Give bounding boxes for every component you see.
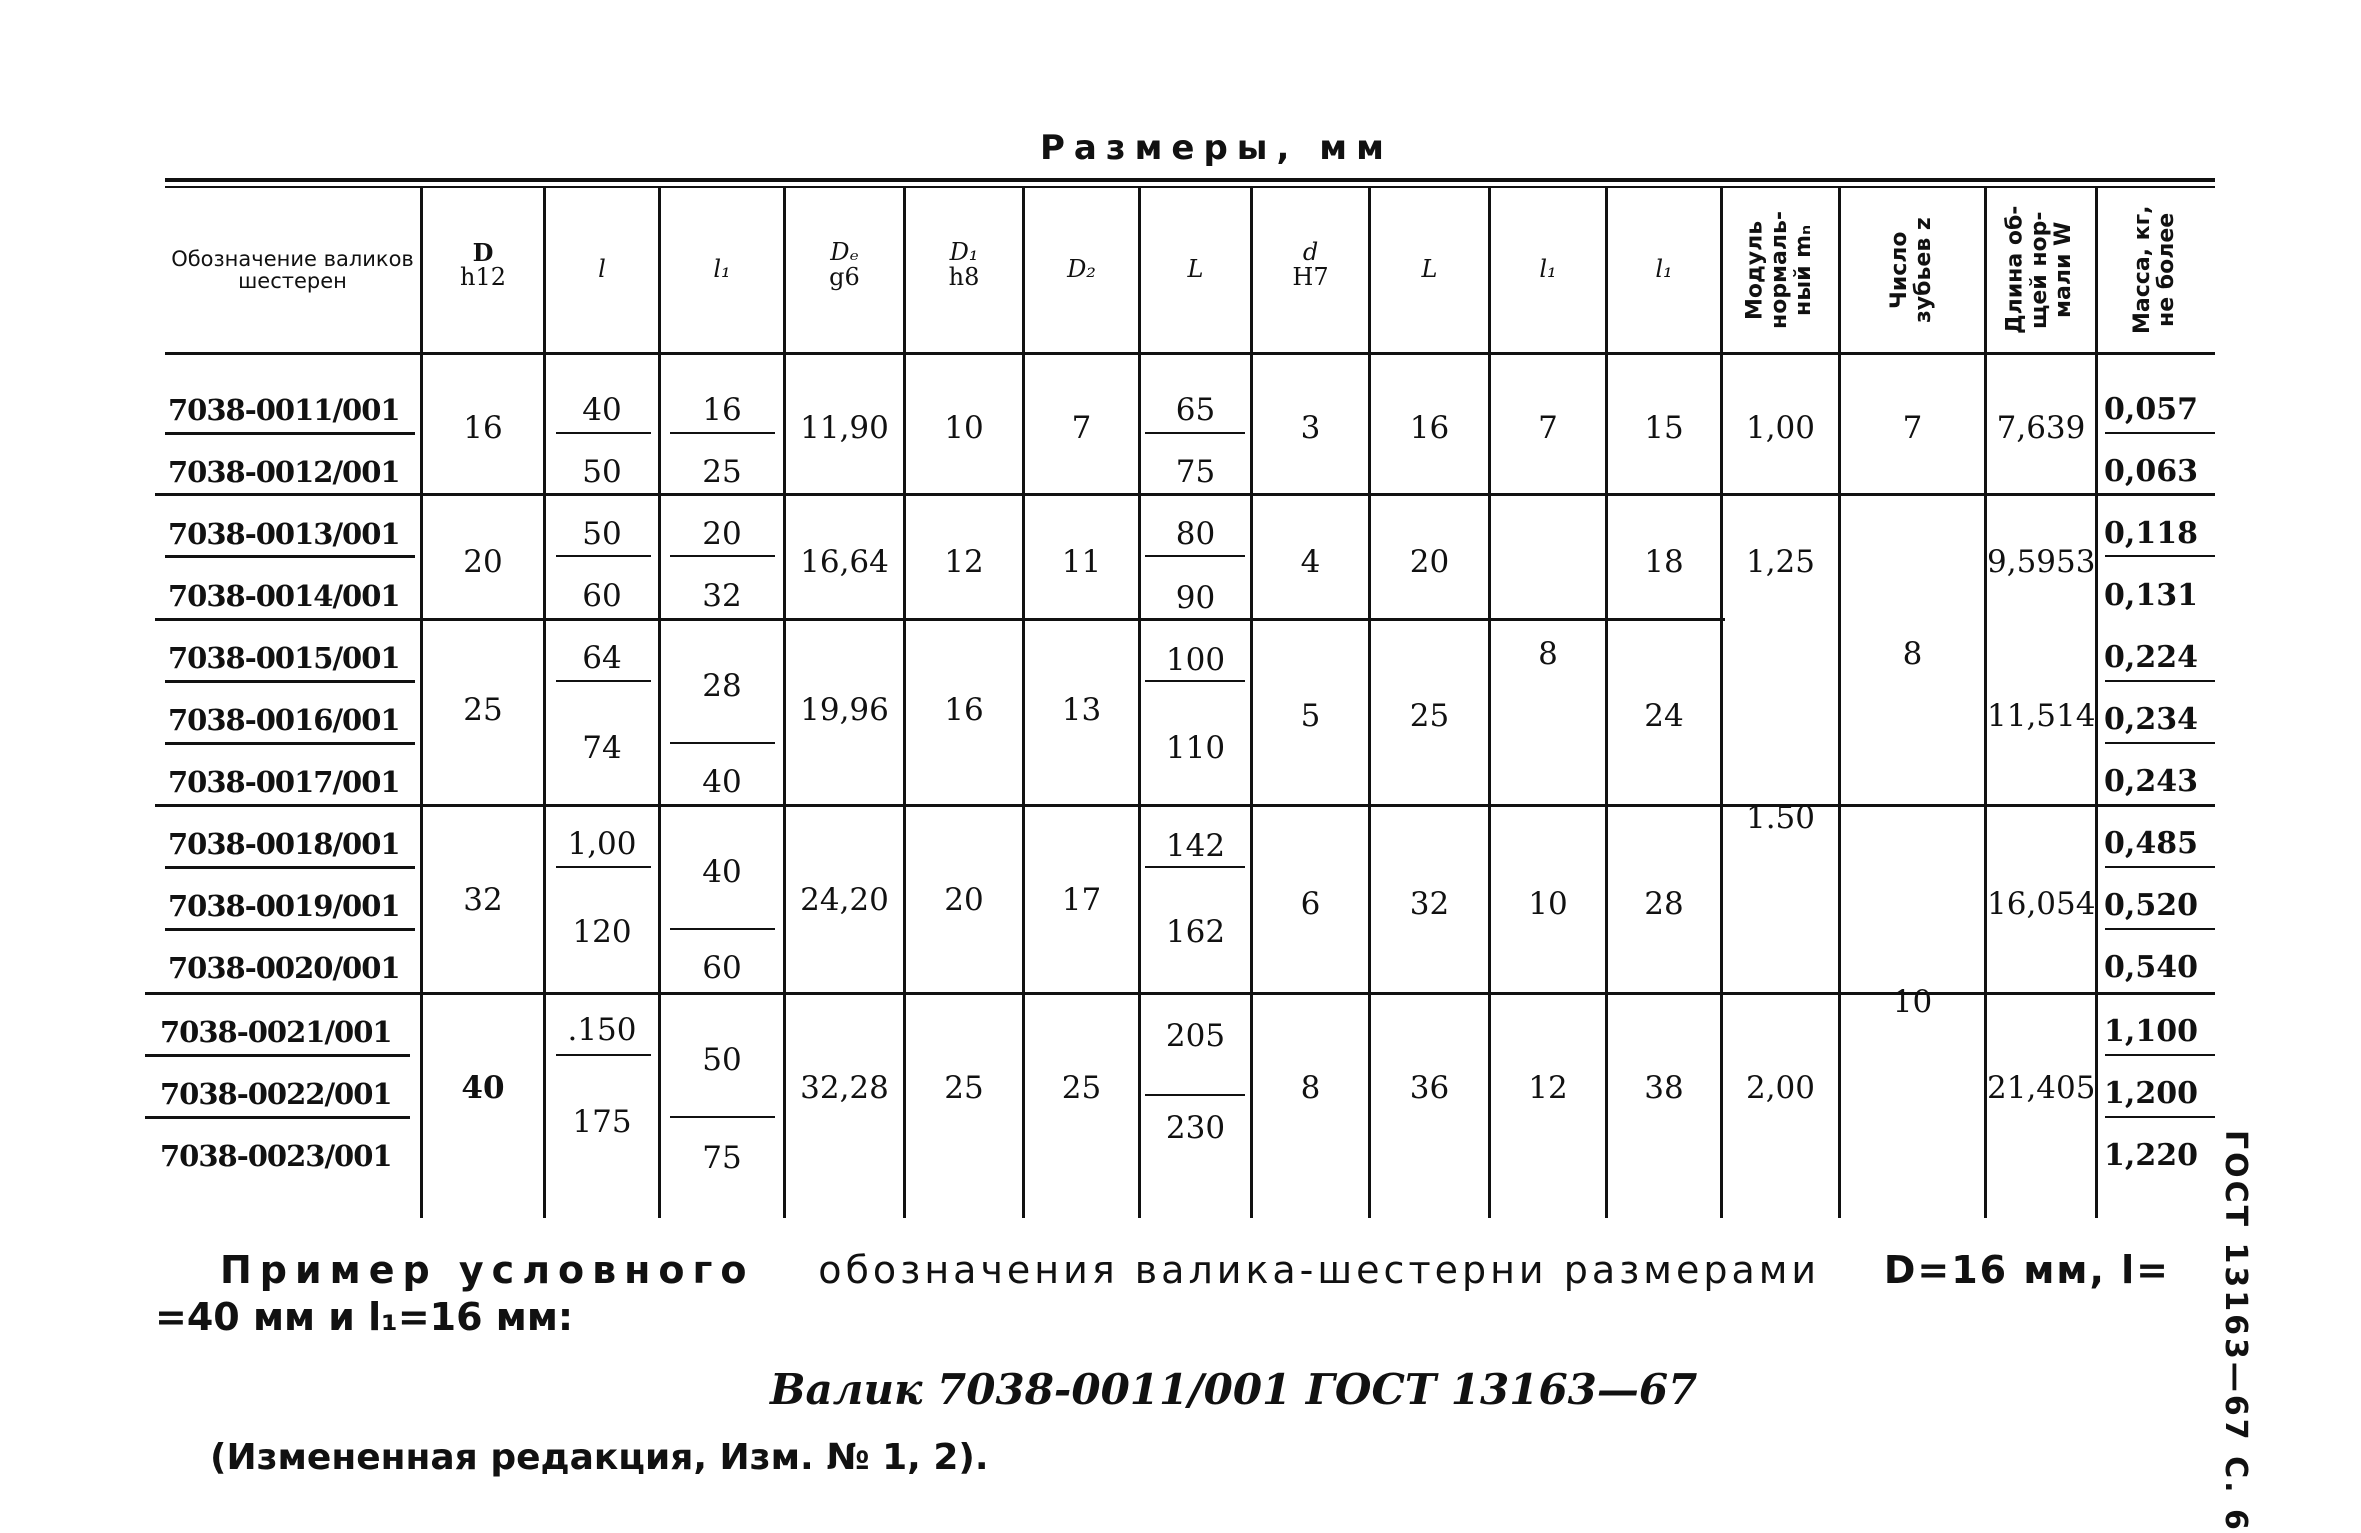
- cell-l1: 40: [702, 854, 742, 890]
- cell-mass: 0,540: [2104, 950, 2198, 985]
- cell-D: 40: [461, 1070, 505, 1106]
- cell-L: 65: [1175, 392, 1216, 428]
- sub-rule: [670, 1116, 775, 1118]
- cell-L1: 20: [1409, 544, 1450, 580]
- designation-cell: 7038-0011/001: [168, 393, 400, 427]
- cell-mass: 0,131: [2104, 578, 2198, 613]
- sub-rule: [2105, 1054, 2215, 1056]
- header-l1: l₁: [713, 255, 731, 284]
- sub-rule: [670, 432, 775, 434]
- cell-d: 5: [1300, 698, 1321, 734]
- cell-teeth: 7: [1902, 410, 1923, 446]
- header-D1-symbol: D₁: [949, 237, 979, 266]
- cell-mass: 0,118: [2104, 516, 2198, 551]
- cell-De: 19,96: [800, 692, 889, 728]
- row-rule: [165, 742, 415, 745]
- cell-length: 11,514: [1987, 698, 2096, 734]
- cell-l3: 15: [1644, 410, 1684, 446]
- row-rule: [145, 1116, 410, 1119]
- cell-D: 20: [463, 544, 503, 580]
- row-rule: [165, 432, 415, 435]
- cell-D2: 7: [1071, 410, 1092, 446]
- designation-cell: 7038-0012/001: [168, 455, 400, 489]
- header-l2: l₁: [1539, 255, 1557, 284]
- cell-D1: 10: [944, 410, 984, 446]
- designation-cell: 7038-0016/001: [168, 703, 400, 737]
- cell-l2: 10: [1528, 886, 1568, 922]
- header-d: [1253, 220, 1368, 310]
- header-d-symbol: d: [1302, 237, 1319, 266]
- cell-L: 230: [1165, 1110, 1226, 1146]
- cell-length: 21,405: [1987, 1070, 2096, 1106]
- top-rule: [165, 178, 2215, 182]
- cell-mass: 0,485: [2104, 826, 2198, 861]
- cell-L1: 32: [1409, 886, 1450, 922]
- cell-teeth: 8: [1902, 636, 1923, 672]
- example-line-1b: обозначения валика-шестерни размерами: [818, 1248, 1821, 1292]
- cell-mass: 0,224: [2104, 640, 2198, 675]
- row-rule: [165, 866, 415, 869]
- cell-l2: 12: [1528, 1070, 1568, 1106]
- cell-l: .150: [567, 1012, 637, 1048]
- table-caption: Размеры, мм: [1040, 128, 1393, 168]
- designation-cell: 7038-0014/001: [168, 579, 400, 613]
- example-line-1a: Пример условного: [220, 1248, 755, 1292]
- sub-rule: [2105, 928, 2215, 930]
- top-rule-thin: [165, 186, 2215, 188]
- designation-cell: 7038-0017/001: [168, 765, 400, 799]
- cell-L: 80: [1175, 516, 1216, 552]
- row-rule: [165, 680, 415, 683]
- cell-D1: 25: [944, 1070, 984, 1106]
- sub-rule: [670, 928, 775, 930]
- sub-rule: [2105, 866, 2215, 868]
- header-l: l: [598, 255, 606, 284]
- sub-rule: [2105, 742, 2215, 744]
- cell-length: 16,054: [1987, 886, 2096, 922]
- cell-De: 16,64: [800, 544, 889, 580]
- designation-cell: 7038-0020/001: [168, 951, 400, 985]
- cell-length: 7,639: [1996, 410, 2086, 446]
- cell-l3: 24: [1644, 698, 1684, 734]
- cell-l: 64: [582, 640, 622, 676]
- cell-l: 50: [582, 454, 622, 490]
- cell-L: 205: [1165, 1018, 1226, 1054]
- sub-rule: [2105, 1116, 2215, 1118]
- cell-L1: 16: [1409, 410, 1450, 446]
- sub-rule: [556, 555, 651, 557]
- cell-L: 110: [1165, 730, 1226, 766]
- cell-L: 75: [1175, 454, 1216, 490]
- designation-cell: 7038-0018/001: [168, 827, 400, 861]
- cell-d: 3: [1300, 410, 1321, 446]
- cell-l: 74: [582, 730, 622, 766]
- cell-l: 1,00: [567, 826, 637, 862]
- cell-l1: 40: [702, 764, 742, 800]
- designation-cell: 7038-0021/001: [160, 1015, 392, 1049]
- sub-rule: [1145, 555, 1245, 557]
- sub-rule: [556, 866, 651, 868]
- cell-D1: 20: [944, 882, 984, 918]
- cell-D2: 17: [1061, 882, 1102, 918]
- designation-cell: 7038-0013/001: [168, 517, 400, 551]
- sub-rule: [556, 680, 651, 682]
- header-D-tol: h12: [460, 263, 506, 291]
- cell-L: 162: [1165, 914, 1226, 950]
- cell-d: 8: [1300, 1070, 1321, 1106]
- cell-l3: 28: [1644, 886, 1684, 922]
- cell-L1: 36: [1409, 1070, 1450, 1106]
- row-rule: [145, 1054, 410, 1057]
- col-divider: [1720, 186, 1723, 1218]
- header-module: Модуль нормаль-ный mₙ: [1742, 210, 1817, 330]
- cell-d: 6: [1300, 886, 1321, 922]
- sub-rule: [670, 742, 775, 744]
- cell-module: 1,00: [1745, 410, 1816, 446]
- designation-cell: 7038-0015/001: [168, 641, 400, 675]
- sub-rule: [556, 1054, 651, 1056]
- header-L: L: [1187, 255, 1204, 284]
- header-D1-tol: h8: [948, 263, 980, 291]
- cell-l2: 7: [1538, 410, 1558, 446]
- cell-L: 100: [1165, 642, 1226, 678]
- cell-l: 40: [582, 392, 622, 428]
- col-divider: [1488, 186, 1491, 1218]
- cell-l3: 38: [1644, 1070, 1684, 1106]
- cell-l: 120: [572, 914, 632, 950]
- sub-rule: [1145, 1094, 1245, 1096]
- cell-d: 4: [1300, 544, 1321, 580]
- cell-teeth: 10: [1892, 984, 1933, 1020]
- header-mass: Масса, кг, не более: [2129, 205, 2179, 335]
- row-rule: [165, 555, 415, 558]
- designation-cell: 7038-0019/001: [168, 889, 400, 923]
- cell-mass: 1,100: [2104, 1014, 2198, 1049]
- cell-L1: 25: [1409, 698, 1450, 734]
- cell-module: 2,00: [1745, 1070, 1816, 1106]
- cell-l1: 32: [702, 578, 742, 614]
- cell-module: 1,25: [1745, 544, 1816, 580]
- sub-rule: [670, 555, 775, 557]
- revision-note: (Измененная редакция, Изм. № 1, 2).: [210, 1437, 989, 1478]
- side-label: ГОСТ 13163—67 С. 6: [2218, 1130, 2253, 1533]
- col-divider: [543, 186, 546, 1218]
- example-line-1: [220, 1248, 2170, 1292]
- header-De-tol: g6: [829, 263, 860, 291]
- cell-length: 9,5953: [1987, 544, 2096, 580]
- cell-l1: 25: [702, 454, 742, 490]
- cell-mass: 0,243: [2104, 764, 2198, 799]
- cell-l: 50: [582, 516, 622, 552]
- sub-rule: [1145, 432, 1245, 434]
- cell-l3: 18: [1644, 544, 1684, 580]
- cell-L: 90: [1175, 580, 1216, 616]
- header-rule: [165, 352, 2215, 355]
- cell-module: 1.50: [1745, 800, 1816, 836]
- row-rule: [165, 928, 415, 931]
- header-D-symbol: D: [472, 237, 494, 267]
- col-divider: [1838, 186, 1841, 1218]
- cell-mass: 0,234: [2104, 702, 2198, 737]
- col-divider: [2095, 186, 2098, 1218]
- cell-D: 25: [463, 692, 503, 728]
- row-rule: [155, 493, 2215, 496]
- header-De-symbol: Dₑ: [830, 237, 859, 266]
- cell-D2: 11: [1061, 544, 1102, 580]
- header-D: [423, 220, 543, 310]
- sub-rule: [556, 432, 651, 434]
- designation-cell: 7038-0022/001: [160, 1077, 392, 1111]
- header-d-tol: H7: [1292, 263, 1329, 291]
- col-divider: [1138, 186, 1141, 1218]
- cell-l1: 75: [702, 1140, 742, 1176]
- cell-l2: 8: [1538, 636, 1558, 672]
- cell-D2: 13: [1061, 692, 1102, 728]
- header-designation: Обозначение валиков шестерен: [171, 246, 414, 293]
- cell-mass: 0,520: [2104, 888, 2198, 923]
- cell-D1: 16: [944, 692, 984, 728]
- sub-rule: [2105, 432, 2215, 434]
- header-De: [786, 220, 903, 310]
- cell-l1: 50: [702, 1042, 742, 1078]
- cell-l1: 60: [702, 950, 742, 986]
- designation-cell: 7038-0023/001: [160, 1139, 392, 1173]
- example-line-1c: D=16 мм, l=: [1883, 1248, 2170, 1292]
- cell-mass: 1,220: [2104, 1138, 2198, 1173]
- sub-rule: [2105, 555, 2215, 557]
- cell-D2: 25: [1061, 1070, 1102, 1106]
- cell-D1: 12: [944, 544, 984, 580]
- cell-l1: 16: [702, 392, 742, 428]
- header-D1: [906, 220, 1022, 310]
- cell-mass: 1,200: [2104, 1076, 2198, 1111]
- example-line-2: =40 мм и l₁=16 мм:: [155, 1295, 574, 1339]
- sub-rule: [1145, 680, 1245, 682]
- cell-l1: 20: [702, 516, 742, 552]
- sub-rule: [1145, 866, 1245, 868]
- header-l3: l₁: [1655, 255, 1673, 284]
- header-D2: D₂: [1067, 255, 1096, 284]
- example-designation: Валик 7038-0011/001 ГОСТ 13163—67: [770, 1365, 1698, 1414]
- cell-l: 60: [582, 578, 622, 614]
- cell-mass: 0,057: [2104, 392, 2198, 427]
- cell-D: 32: [463, 882, 503, 918]
- cell-De: 32,28: [800, 1070, 889, 1106]
- header-teeth: Число зубьев z: [1886, 217, 1936, 323]
- cell-De: 24,20: [800, 882, 889, 918]
- cell-l1: 28: [702, 668, 742, 704]
- row-rule: [155, 618, 1725, 621]
- cell-L: 142: [1165, 828, 1226, 864]
- header-L1: L: [1421, 255, 1438, 284]
- cell-De: 11,90: [800, 410, 889, 446]
- row-rule: [155, 804, 2215, 807]
- cell-l: 175: [572, 1104, 632, 1140]
- header-length: Длина об-щей нор-мали W: [2002, 205, 2077, 335]
- cell-mass: 0,063: [2104, 454, 2198, 489]
- cell-D: 16: [463, 410, 503, 446]
- sub-rule: [2105, 680, 2215, 682]
